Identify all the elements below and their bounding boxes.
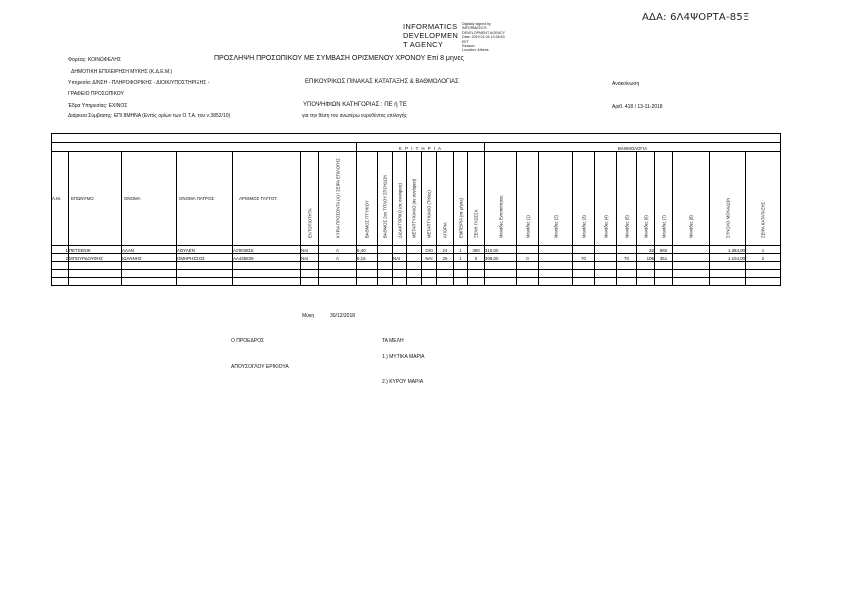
position-note: για την θέση του ανωτέρω ευρεθέντος επιλογής <box>302 113 407 119</box>
edra-label: Έδρα Υπηρεσίας: ΕΧΙΝΟΣ <box>68 103 128 109</box>
seal-line: INFORMATICS <box>403 22 458 31</box>
row-m2 <box>539 254 573 262</box>
table-row <box>52 246 781 254</box>
row-synolo: 1.104,00 <box>710 254 746 262</box>
row-empeiria: 1 <box>454 254 468 262</box>
col-xeni <box>468 152 485 246</box>
row-m5: 70 <box>617 254 637 262</box>
col-m1 <box>517 152 539 246</box>
kategoria-label: ΥΠΟΨΗΦΙΩΝ ΚΑΤΗΓΟΡΙΑΣ : ΠΕ ή ΤΕ <box>303 102 407 108</box>
col-m3 <box>573 152 595 246</box>
col-label: Μονάδες (7) <box>661 215 666 238</box>
row-m6: 32 <box>637 246 655 254</box>
col-kyria <box>319 152 357 246</box>
row-didakt <box>393 246 407 254</box>
row-metapt2: ΟΧΙ <box>422 246 437 254</box>
row-onoma: ΙΩΑΝΝΗΣ <box>122 254 177 262</box>
col-label: ΞΕΝΗ ΓΛΩΣΣΑ <box>473 209 479 238</box>
document-title: ΠΡΟΣΛΗΨΗ ΠΡΟΣΩΠΙΚΟΥ ΜΕ ΣΥΜΒΑΣΗ ΟΡΙΣΜΕΝΟΥ ΧΡΟΝΟΥ Επί 8 μηνες <box>214 55 464 62</box>
col-label: Μονάδες (2) <box>553 215 558 238</box>
col-empeiria <box>454 152 468 246</box>
col-bathmos <box>357 152 378 246</box>
col-label: ΕΝΤΟΠΙΟΤΗΤΑ <box>307 208 312 238</box>
row-kyria: Α <box>319 246 357 254</box>
foreas-name: ΔΗΜΟΤΙΚΗ ΕΠΙΧΕΙΡΗΣΗ ΜΥΚΗΣ (Κ.Δ.Ε.Μ.) <box>71 69 173 75</box>
row-mon-entop: 310,00 <box>485 246 517 254</box>
col-onoma: ΟΝΟΜΑ <box>122 152 177 246</box>
row-onoma: ΑΛΑΝ <box>122 246 177 254</box>
foreas-label: Φορέας: ΚΟΙΝΩΦΕΛΗΣ <box>68 57 122 63</box>
row-eponymo: ΠΕΤΣΕΝΙΚ <box>69 246 122 254</box>
col-label: Μονάδες (5) <box>624 215 629 238</box>
row-patros: ΟΜΗΡΗΣΣΟΣ <box>177 254 233 262</box>
col-mon-entop <box>485 152 517 246</box>
row-m4 <box>595 254 617 262</box>
seal-detail: Date: 2019.01.04 13:38:53 <box>462 35 505 40</box>
seal-line: DEVELOPMEN <box>403 31 459 40</box>
row-m5 <box>617 246 637 254</box>
row-adt: ΑΞ903815 <box>233 246 301 254</box>
row-didakt: ΝΑΙ <box>393 254 407 262</box>
row-m4 <box>595 246 617 254</box>
col-label: ΚΥΡΙΑ ΠΡΟΣΟΝΤΑ (Α) / ΣΕΙΡΑ ΕΠΙΛΟΓΗΣ <box>335 158 340 238</box>
row-patros: ΑΟΥΛΕΝ <box>177 246 233 254</box>
row-m7: 692 <box>655 246 673 254</box>
col-metapt2 <box>422 152 437 246</box>
row-number: 2 <box>52 254 69 262</box>
announcement-number: Αριθ. 418 / 13-11-2018 <box>612 104 663 110</box>
col-label: Μονάδες (4) <box>603 215 608 238</box>
col-label: ΒΑΘΜΟΣ ΠΤΥΧΙΟΥ <box>364 200 370 238</box>
ypiresia-label: Υπηρεσία: Δ/ΝΣΗ - ΠΛΗΡΟΦΟΡΙΚΗΣ - ΔΙΟΙΚ/ΥΠΟΣΤΗΡΙΞΗΣ - <box>68 80 210 86</box>
col-label: Μονάδες (3) <box>581 215 586 238</box>
table-row <box>52 254 781 262</box>
seal-detail: Digitally signed by <box>462 22 491 26</box>
row-entop: ΝΑΙ <box>301 254 319 262</box>
row-number: 1 <box>52 246 69 254</box>
group-header-row <box>52 143 781 152</box>
column-header-row <box>52 152 781 246</box>
col-label: Μονάδες (1) <box>525 215 530 238</box>
row-b2 <box>378 246 393 254</box>
row-adt: ΑΑ435839 <box>233 254 301 262</box>
row-m1 <box>517 246 539 254</box>
signature-details <box>462 22 505 53</box>
pinakas-title: ΕΠΙΚΟΥΡΙΚΟΣ ΠΙΝΑΚΑΣ ΚΑΤΑΤΑΞΗΣ & ΒΑΘΜΟΛΟΓΙΑΣ <box>305 79 459 85</box>
col-label: ΣΕΙΡΑ ΚΑΤΑΤΑΞΗΣ <box>760 201 766 238</box>
table-row-empty <box>52 270 781 278</box>
row-m6: 105 <box>637 254 655 262</box>
col-m2 <box>539 152 573 246</box>
diarkeia-label: Διάρκεια Σύμβασης: ΕΠΙ 8ΜΗΝΑ (Εντός ορίων των Ο.Τ.Α. του ν.3852/10) <box>68 113 231 119</box>
table-top-row <box>52 134 781 143</box>
kritiria-header: Κ Ρ Ι Τ Η Ρ Ι Α <box>357 143 485 152</box>
row-m8 <box>673 254 710 262</box>
col-m8 <box>673 152 710 246</box>
col-label: ΑΠΟΡΙΑ <box>442 222 448 238</box>
ranking-table <box>51 133 781 286</box>
row-eponymo: ΜΠΟΥΡΔΟΥΦΗΣ <box>69 254 122 262</box>
row-kyria: Α <box>319 254 357 262</box>
row-m8 <box>673 246 710 254</box>
row-b2 <box>378 254 393 262</box>
col-label: ΕΜΠΕΙΡΙΑ (σε μήνες) <box>458 197 463 238</box>
row-seira: 2 <box>746 254 781 262</box>
row-xeni: 0 <box>468 254 485 262</box>
col-label: ΣΥΝΟΛΟ ΜΟΝΑΔΩΝ <box>725 197 730 238</box>
seal-detail: INFORMATICS <box>462 26 487 31</box>
col-aporia <box>437 152 454 246</box>
seal-line: T AGENCY <box>403 40 444 49</box>
col-adt: ΑΡΙΘΜΟΣ ΤΑΥΤΟΤ. <box>233 152 301 246</box>
row-metapt <box>407 254 422 262</box>
col-seira <box>746 152 781 246</box>
seal-detail: EET <box>462 39 469 44</box>
row-aporia: 24 <box>437 246 454 254</box>
row-m3 <box>573 246 595 254</box>
row-xeni: 350 <box>468 246 485 254</box>
col-m6 <box>637 152 655 246</box>
row-empeiria: 1 <box>454 246 468 254</box>
member-2: 2.) ΚΥΡΟΥ ΜΑΡΙΑ <box>382 379 424 385</box>
col-label: ΒΑΘΜΟΣ 2ου ΤΙΤΛΟΥ ΣΠΟΥΔΩΝ <box>382 174 388 238</box>
place-label: Μύκη <box>302 313 315 319</box>
col-m5 <box>617 152 637 246</box>
row-m3: 70 <box>573 254 595 262</box>
col-label: ΜΕΤΑΠΤΥΧΙΑΚΟ (Τίτλος) <box>426 190 432 238</box>
col-m4 <box>595 152 617 246</box>
col-patros: ΟΝΟΜΑ ΠΑΤΡΟΣ <box>177 152 233 246</box>
proedros-name: ΑΠΟΥΣΟΓΛΟΥ ΕΡΙΚΙΟΥΑ <box>231 364 289 370</box>
vathmologia-header: ΒΑΘΜΟΛΟΓΙΑ <box>485 143 781 152</box>
member-1: 1.) ΜΥΤΙΚΑ ΜΑΡΙΑ <box>382 354 425 360</box>
date-value: 30/12/2018 <box>330 313 356 319</box>
row-aporia: 25 <box>437 254 454 262</box>
seal-detail: DEVELOPMENT AGENCY <box>462 30 506 35</box>
grafeio-label: ΓΡΑΦΕΙΟ ΠΡΟΣΩΠΙΚΟΥ <box>68 91 124 97</box>
ada-code: ΑΔΑ: 6Λ4ΨΟΡΤΑ-85Ξ <box>642 12 750 23</box>
col-eponymo: ΕΠΩΝΥΜΟ <box>69 152 122 246</box>
row-bathmos: 6,16 <box>357 254 378 262</box>
row-entop: ΝΑΙ <box>301 246 319 254</box>
row-mon-entop: 308,00 <box>485 254 517 262</box>
row-bathmos: 6,40 <box>357 246 378 254</box>
col-metapt <box>407 152 422 246</box>
col-label: Μονάδες (6) <box>643 215 648 238</box>
signature-seal <box>403 22 458 49</box>
row-seira: 1 <box>746 246 781 254</box>
col-label: ΜΕΤΑΠΤΥΧΙΑΚΟ (σε συνάφεια) <box>411 178 417 238</box>
seal-detail: Reason: <box>462 44 476 49</box>
row-synolo: 1.384,00 <box>710 246 746 254</box>
row-m2 <box>539 246 573 254</box>
col-m7 <box>655 152 673 246</box>
col-label: ΔΙΔΑΚΤΟΡΙΚΟ (σε συνάφεια) <box>397 183 402 238</box>
row-m1: 0 <box>517 254 539 262</box>
col-entopiotita <box>301 152 319 246</box>
col-label: Μονάδες Εντοπιότητας <box>498 195 503 238</box>
col-am: Α.Μ. <box>52 152 69 246</box>
table-row-empty <box>52 262 781 270</box>
col-synolo <box>710 152 746 246</box>
meli-label: ΤΑ ΜΕΛΗ <box>382 338 404 344</box>
table-row-empty <box>52 278 781 286</box>
col-label: Μονάδες (8) <box>688 215 694 238</box>
row-metapt <box>407 246 422 254</box>
seal-detail: Location: Athens <box>462 48 489 53</box>
col-b2 <box>378 152 393 246</box>
row-metapt2: ΝΑΙ <box>422 254 437 262</box>
col-didakt <box>393 152 407 246</box>
row-m7: 351 <box>655 254 673 262</box>
proedros-label: Ο ΠΡΟΕΔΡΟΣ <box>231 338 265 344</box>
anakoinosi-label: Ανακοίνωση <box>612 81 640 87</box>
